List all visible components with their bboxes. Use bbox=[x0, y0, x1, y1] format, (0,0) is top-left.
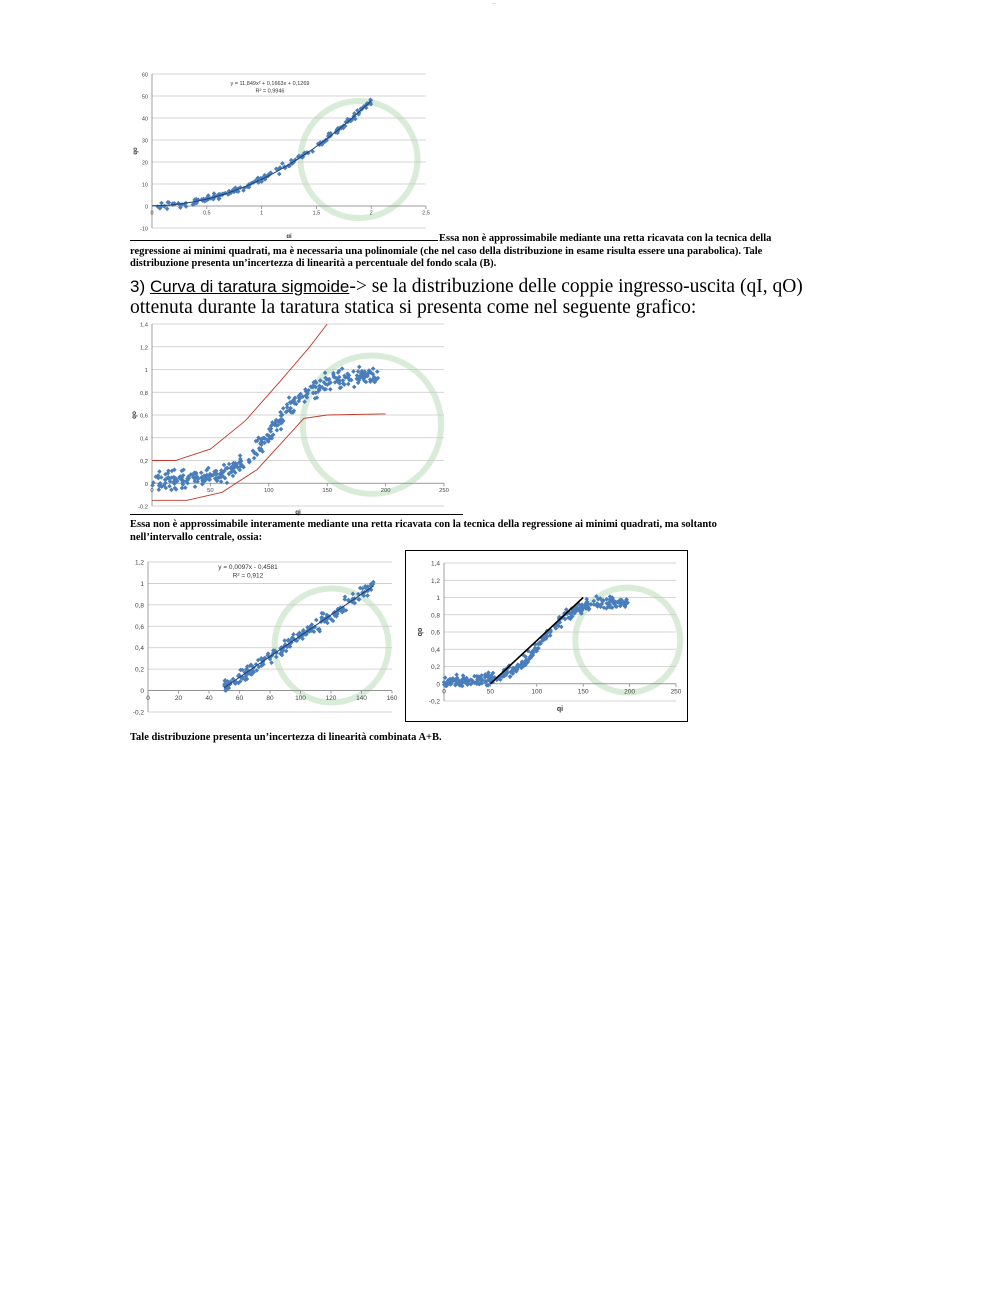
heading-link-sigmoid[interactable]: Curva di taratura sigmoide bbox=[150, 277, 350, 296]
chart4-svg bbox=[406, 551, 687, 721]
y-tick-label: 0,4 bbox=[134, 645, 144, 653]
x-tick-label: 120 bbox=[325, 695, 337, 703]
data-point bbox=[157, 469, 162, 474]
data-point bbox=[343, 594, 348, 599]
para1-line3: distribuzione presenta un’incertezza di linearità a percentuale del fondo scala (B). bbox=[130, 258, 497, 269]
chart2-svg bbox=[130, 318, 464, 516]
x-tick-label: 80 bbox=[266, 695, 274, 703]
y-tick-label: 10 bbox=[141, 182, 148, 189]
data-point bbox=[284, 649, 289, 654]
x-tick-label: 160 bbox=[386, 695, 398, 703]
paragraph-parabolic bbox=[130, 233, 870, 271]
heading-line2: ottenuta durante la taratura statica si presenta come nel seguente grafico: bbox=[130, 297, 697, 318]
y-axis-label: qo bbox=[133, 147, 139, 155]
x-tick-label: 50 bbox=[207, 488, 214, 495]
watermark-circle bbox=[275, 589, 389, 703]
x-axis-label: qi bbox=[295, 509, 301, 516]
y-tick-label: 0 bbox=[144, 204, 148, 211]
section-heading-sigmoid bbox=[130, 276, 850, 318]
x-tick-label: 100 bbox=[295, 695, 306, 703]
chart1-svg bbox=[130, 66, 440, 238]
x-tick-label: 2,5 bbox=[422, 210, 430, 217]
y-tick-label: 0,4 bbox=[139, 436, 148, 443]
data-point bbox=[371, 366, 376, 371]
x-tick-label: 50 bbox=[486, 688, 495, 696]
trendline bbox=[152, 101, 371, 206]
heading-rest: -> se la distribuzione delle coppie ingresso-uscita (qI, qO) bbox=[349, 276, 803, 297]
y-tick-label: -0,2 bbox=[428, 698, 440, 706]
data-point bbox=[277, 172, 282, 177]
data-point bbox=[328, 387, 333, 392]
data-point bbox=[231, 474, 236, 479]
y-tick-label: 40 bbox=[141, 116, 148, 123]
y-tick-label: -0,2 bbox=[138, 504, 148, 511]
linear-segment bbox=[490, 598, 583, 684]
y-tick-label: 0,2 bbox=[430, 664, 440, 671]
y-tick-label: 0,2 bbox=[139, 459, 148, 465]
r-squared-label: R² = 0,9946 bbox=[255, 88, 285, 95]
data-point bbox=[357, 365, 362, 370]
y-axis-label: qo bbox=[131, 411, 138, 419]
x-tick-label: 1,5 bbox=[312, 210, 321, 217]
data-point bbox=[352, 385, 357, 390]
x-axis-label: qi bbox=[556, 706, 564, 713]
linear-fit-chart bbox=[130, 552, 402, 722]
x-tick-label: 150 bbox=[577, 688, 589, 696]
y-tick-label: 20 bbox=[141, 160, 148, 167]
y-tick-label: 0 bbox=[140, 688, 144, 696]
equation-label: y = 11,849x² + 0,1663x + 0,1269 bbox=[230, 81, 310, 87]
x-tick-label: 0 bbox=[150, 488, 154, 495]
data-point bbox=[193, 484, 198, 489]
y-axis-label: qo bbox=[417, 627, 424, 637]
data-point bbox=[508, 674, 513, 679]
heading-number: 3) bbox=[130, 277, 146, 296]
data-point bbox=[225, 481, 230, 486]
y-tick-label: 1,2 bbox=[134, 559, 144, 567]
data-point bbox=[454, 672, 459, 677]
x-tick-label: 250 bbox=[439, 488, 449, 495]
x-tick-label: 20 bbox=[174, 695, 183, 703]
para2-line1: Essa non è approssimabile interamente mediante una retta ricavata con la tecnica della regressione ai minimi quadrati, ma soltanto bbox=[130, 519, 717, 530]
x-tick-label: 40 bbox=[205, 695, 213, 703]
chart3-svg bbox=[130, 552, 402, 722]
y-tick-label: 0,8 bbox=[134, 602, 144, 610]
data-point bbox=[281, 406, 286, 411]
data-point bbox=[279, 427, 284, 432]
x-tick-label: 150 bbox=[322, 488, 333, 495]
y-tick-label: -0,2 bbox=[132, 709, 144, 717]
para2-line2: nell’intervallo centrale, ossia: bbox=[130, 531, 263, 543]
data-point bbox=[346, 382, 351, 387]
data-point bbox=[443, 675, 448, 680]
para1-line2: regressione ai minimi quadrati, ma è necessaria una polinomiale (che nel caso della distribuzione in esame risulta essere una parabolica). Tale bbox=[130, 245, 763, 257]
para1-lead: Essa non è approssimabile mediante una retta ricavata con la tecnica della bbox=[439, 233, 772, 244]
data-point bbox=[252, 456, 257, 461]
y-tick-label: -10 bbox=[140, 226, 148, 233]
x-tick-label: 250 bbox=[670, 688, 682, 696]
page-mark: — bbox=[492, 0, 496, 5]
data-point bbox=[199, 470, 204, 475]
sigmoid-scatter-chart bbox=[130, 318, 464, 516]
y-tick-label: 1 bbox=[436, 595, 440, 602]
equation-label: y = 0,0097x - 0,4581 bbox=[218, 564, 278, 571]
y-tick-label: 1 bbox=[144, 368, 148, 374]
data-point bbox=[314, 618, 319, 623]
r-squared-label: R² = 0,912 bbox=[232, 572, 264, 580]
y-tick-label: 1,2 bbox=[430, 577, 440, 585]
x-tick-label: 60 bbox=[235, 695, 244, 703]
x-tick-label: 140 bbox=[356, 695, 367, 703]
x-tick-label: 1 bbox=[260, 210, 264, 217]
y-tick-label: 0,6 bbox=[139, 413, 148, 420]
x-tick-label: 100 bbox=[531, 688, 543, 696]
x-axis-label: qi bbox=[286, 234, 292, 238]
x-tick-label: 200 bbox=[380, 488, 391, 495]
x-tick-label: 0 bbox=[442, 688, 446, 696]
sigmoid-with-segment-chart bbox=[405, 550, 688, 722]
y-tick-label: 0,8 bbox=[139, 390, 148, 397]
y-tick-label: 0,6 bbox=[430, 629, 440, 637]
watermark-circle bbox=[303, 356, 441, 494]
y-tick-label: 0 bbox=[436, 681, 440, 689]
y-tick-label: 1 bbox=[140, 580, 144, 588]
y-tick-label: 0,4 bbox=[430, 646, 440, 654]
data-point bbox=[180, 486, 185, 491]
data-point bbox=[287, 395, 292, 400]
y-tick-label: 0,6 bbox=[134, 623, 144, 631]
y-tick-label: 0 bbox=[144, 481, 148, 488]
y-tick-label: 1,4 bbox=[139, 322, 148, 329]
y-tick-label: 60 bbox=[141, 72, 148, 79]
x-tick-label: 100 bbox=[263, 488, 274, 495]
y-tick-label: 1,2 bbox=[139, 345, 148, 352]
y-tick-label: 0,2 bbox=[134, 666, 144, 674]
x-tick-label: 0 bbox=[150, 210, 154, 217]
y-tick-label: 1,4 bbox=[430, 560, 440, 568]
data-point bbox=[156, 487, 161, 492]
watermark-circle bbox=[300, 101, 417, 218]
rule-under-chart2 bbox=[130, 514, 463, 515]
x-tick-label: 0,5 bbox=[202, 210, 211, 217]
paragraph-central-interval bbox=[130, 519, 850, 544]
data-point bbox=[282, 638, 287, 643]
polynomial-scatter-chart bbox=[130, 66, 440, 238]
x-tick-label: 200 bbox=[624, 688, 636, 696]
y-tick-label: 0,8 bbox=[430, 612, 440, 620]
y-tick-label: 50 bbox=[141, 94, 148, 101]
x-tick-label: 0 bbox=[146, 695, 150, 703]
data-point bbox=[375, 369, 380, 374]
x-tick-label: 2 bbox=[369, 210, 373, 217]
data-point bbox=[275, 428, 280, 433]
paragraph-combined: Tale distribuzione presenta un’incertezza di linearità combinata A+B. bbox=[130, 732, 442, 743]
y-tick-label: 30 bbox=[141, 138, 148, 145]
